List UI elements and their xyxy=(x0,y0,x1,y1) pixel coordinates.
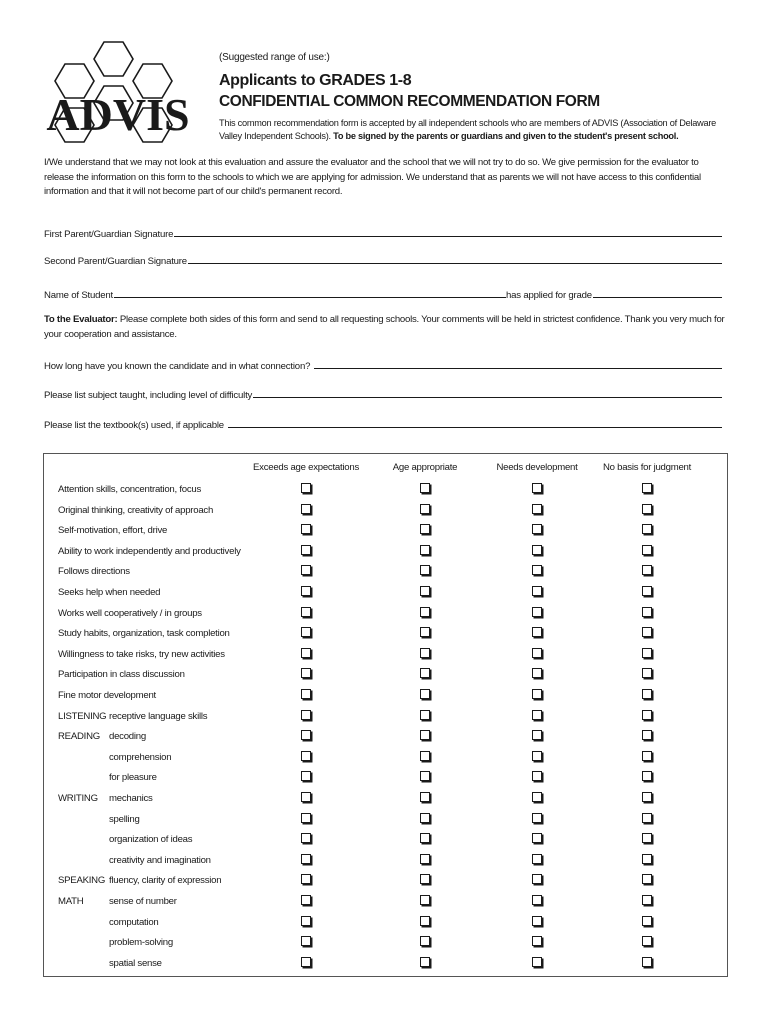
second-signature-field[interactable] xyxy=(188,253,722,264)
checkbox-needs-development[interactable] xyxy=(532,586,542,596)
checkbox-no-basis[interactable] xyxy=(642,895,652,905)
first-signature-line xyxy=(44,226,722,240)
checkbox-exceeds[interactable] xyxy=(301,957,311,967)
checkbox-needs-development[interactable] xyxy=(532,668,542,678)
checkbox-no-basis[interactable] xyxy=(642,792,652,802)
checkbox-needs-development[interactable] xyxy=(532,751,542,761)
row-category-label: Original thinking, creativity of approach xyxy=(58,504,214,516)
logo-text: ADVIS xyxy=(46,89,190,140)
checkbox-age-appropriate[interactable] xyxy=(420,957,430,967)
checkbox-no-basis[interactable] xyxy=(642,545,652,555)
row-category-label: Follows directions xyxy=(58,566,130,578)
checkbox-needs-development[interactable] xyxy=(532,771,542,781)
row-skill-label: computation xyxy=(109,916,159,928)
checkbox-age-appropriate[interactable] xyxy=(420,916,430,926)
rating-row xyxy=(0,646,770,666)
row-skill-label: mechanics xyxy=(109,793,153,804)
rating-row xyxy=(0,811,770,831)
subject-taught-label: Please list subject taught, including level of difficulty xyxy=(44,390,253,401)
second-signature-line xyxy=(44,253,722,267)
rating-row xyxy=(0,543,770,563)
checkbox-no-basis[interactable] xyxy=(642,854,652,864)
applied-grade-field[interactable] xyxy=(593,287,722,298)
checkbox-no-basis[interactable] xyxy=(642,874,652,884)
row-category-label: Fine motor development xyxy=(58,690,156,701)
row-category-label: Willingness to take risks, try new activities xyxy=(58,648,225,660)
checkbox-exceeds[interactable] xyxy=(301,833,311,843)
checkbox-exceeds[interactable] xyxy=(301,771,311,781)
form-title: Applicants to GRADES 1-8 xyxy=(219,72,412,89)
checkbox-age-appropriate[interactable] xyxy=(420,771,430,781)
checkbox-age-appropriate[interactable] xyxy=(420,751,430,761)
suggested-range: (Suggested range of use:) xyxy=(219,52,330,63)
parent-consent-text: I/We understand that we may not look at this evaluation and assure the evaluator and the school that we will not try to do so. We give permission for the evaluator to release the information on this form to the schools to which we are applying for admission. We understand that as parents we will not have access to this confidential information and that it will not become part of our child's permanent record. xyxy=(44,157,701,197)
rating-row xyxy=(0,852,770,872)
applied-grade-label: has applied for grade xyxy=(506,290,592,301)
form-subtitle: CONFIDENTIAL COMMON RECOMMENDATION FORM xyxy=(219,93,600,110)
checkbox-no-basis[interactable] xyxy=(642,524,652,534)
checkbox-no-basis[interactable] xyxy=(642,689,652,699)
student-name-line xyxy=(44,287,722,301)
checkbox-exceeds[interactable] xyxy=(301,792,311,802)
rating-row xyxy=(0,522,770,542)
checkbox-needs-development[interactable] xyxy=(532,710,542,720)
checkbox-exceeds[interactable] xyxy=(301,895,311,905)
checkbox-needs-development[interactable] xyxy=(532,730,542,740)
checkbox-no-basis[interactable] xyxy=(642,586,652,596)
checkbox-exceeds[interactable] xyxy=(301,524,311,534)
row-category-label: Seeks help when needed xyxy=(58,587,161,598)
rating-row xyxy=(0,666,770,686)
rating-row xyxy=(0,708,770,728)
checkbox-age-appropriate[interactable] xyxy=(420,710,430,720)
checkbox-exceeds[interactable] xyxy=(301,668,311,678)
checkbox-age-appropriate[interactable] xyxy=(420,833,430,843)
checkbox-exceeds[interactable] xyxy=(301,874,311,884)
row-category-label: Self-motivation, effort, drive xyxy=(58,525,168,537)
rating-row xyxy=(0,584,770,604)
checkbox-exceeds[interactable] xyxy=(301,854,311,864)
row-category-label: LISTENING xyxy=(58,710,107,722)
row-category-label: Attention skills, concentration, focus xyxy=(58,484,202,495)
checkbox-exceeds[interactable] xyxy=(301,648,311,658)
checkbox-age-appropriate[interactable] xyxy=(420,813,430,823)
row-category-label: Participation in class discussion xyxy=(58,669,185,681)
checkbox-exceeds[interactable] xyxy=(301,627,311,637)
checkbox-needs-development[interactable] xyxy=(532,813,542,823)
rating-row xyxy=(0,934,770,954)
checkbox-exceeds[interactable] xyxy=(301,545,311,555)
checkbox-exceeds[interactable] xyxy=(301,813,311,823)
rating-row xyxy=(0,605,770,625)
checkbox-needs-development[interactable] xyxy=(532,545,542,555)
column-header-age-appropriate: Age appropriate xyxy=(392,462,458,473)
checkbox-needs-development[interactable] xyxy=(532,607,542,617)
second-signature-label: Second Parent/Guardian Signature xyxy=(44,256,187,267)
row-skill-label: problem-solving xyxy=(109,937,173,949)
advis-hexagon-logo-icon xyxy=(44,34,194,154)
rating-row xyxy=(0,872,770,892)
checkbox-no-basis[interactable] xyxy=(642,504,652,514)
row-category-label: SPEAKING xyxy=(58,875,106,887)
first-signature-field[interactable] xyxy=(174,226,722,237)
form-note xyxy=(219,117,739,143)
checkbox-no-basis[interactable] xyxy=(642,668,652,678)
known-how-long-field[interactable] xyxy=(314,358,722,369)
checkbox-needs-development[interactable] xyxy=(532,524,542,534)
checkbox-no-basis[interactable] xyxy=(642,751,652,761)
checkbox-age-appropriate[interactable] xyxy=(420,627,430,637)
checkbox-needs-development[interactable] xyxy=(532,627,542,637)
textbooks-line xyxy=(44,417,722,431)
checkbox-needs-development[interactable] xyxy=(532,792,542,802)
textbooks-label: Please list the textbook(s) used, if applicable xyxy=(44,420,224,431)
known-how-long-label: How long have you known the candidate and in what connection? xyxy=(44,361,311,372)
first-signature-label: First Parent/Guardian Signature xyxy=(44,229,174,240)
checkbox-no-basis[interactable] xyxy=(642,936,652,946)
checkbox-no-basis[interactable] xyxy=(642,957,652,967)
row-skill-label: organization of ideas xyxy=(109,834,193,846)
checkbox-no-basis[interactable] xyxy=(642,771,652,781)
column-header-needs-development: Needs development xyxy=(496,462,578,473)
row-category-label: Ability to work independently and productively xyxy=(58,545,241,557)
rating-row xyxy=(0,481,770,501)
checkbox-age-appropriate[interactable] xyxy=(420,936,430,946)
row-category-label: WRITING xyxy=(58,793,98,804)
rating-row xyxy=(0,914,770,934)
row-skill-label: spelling xyxy=(109,813,140,825)
subject-taught-line xyxy=(44,387,722,401)
checkbox-needs-development[interactable] xyxy=(532,957,542,967)
row-skill-label: creativity and imagination xyxy=(109,854,211,866)
checkbox-needs-development[interactable] xyxy=(532,689,542,699)
rating-row xyxy=(0,625,770,645)
checkbox-no-basis[interactable] xyxy=(642,833,652,843)
checkbox-no-basis[interactable] xyxy=(642,916,652,926)
checkbox-exceeds[interactable] xyxy=(301,483,311,493)
note-bold-text: To be signed by the parents or guardians and given to the student's present school. xyxy=(333,131,679,141)
checkbox-exceeds[interactable] xyxy=(301,710,311,720)
row-category-label: READING xyxy=(58,731,100,743)
checkbox-needs-development[interactable] xyxy=(532,833,542,843)
checkbox-no-basis[interactable] xyxy=(642,710,652,720)
checkbox-age-appropriate[interactable] xyxy=(420,586,430,596)
column-header-exceeds: Exceeds age expectations xyxy=(252,462,360,473)
checkbox-needs-development[interactable] xyxy=(532,483,542,493)
rating-row xyxy=(0,687,770,707)
checkbox-exceeds[interactable] xyxy=(301,936,311,946)
rating-row xyxy=(0,769,770,789)
checkbox-age-appropriate[interactable] xyxy=(420,545,430,555)
row-category-label: MATH xyxy=(58,896,84,907)
row-skill-label: comprehension xyxy=(109,751,172,763)
checkbox-exceeds[interactable] xyxy=(301,730,311,740)
row-skill-label: spatial sense xyxy=(109,957,162,969)
checkbox-age-appropriate[interactable] xyxy=(420,607,430,617)
checkbox-exceeds[interactable] xyxy=(301,504,311,514)
rating-row xyxy=(0,563,770,583)
checkbox-no-basis[interactable] xyxy=(642,730,652,740)
checkbox-exceeds[interactable] xyxy=(301,751,311,761)
rating-row xyxy=(0,831,770,851)
checkbox-age-appropriate[interactable] xyxy=(420,483,430,493)
row-skill-label: receptive language skills xyxy=(109,710,208,722)
note-text: This common recommendation form is accepted by all independent schools who are members of ADVIS (Association of Delaware Valley Independent Schools). xyxy=(219,118,716,141)
checkbox-needs-development[interactable] xyxy=(532,895,542,905)
checkbox-age-appropriate[interactable] xyxy=(420,648,430,658)
checkbox-exceeds[interactable] xyxy=(301,586,311,596)
checkbox-age-appropriate[interactable] xyxy=(420,504,430,514)
row-category-label: Works well cooperatively / in groups xyxy=(58,607,202,619)
rating-row xyxy=(0,502,770,522)
checkbox-exceeds[interactable] xyxy=(301,607,311,617)
evaluator-text: Please complete both sides of this form and send to all requesting schools. Your comments will be held in strictest confidence. Thank you very much for your cooperation and assistance. xyxy=(44,314,725,340)
checkbox-age-appropriate[interactable] xyxy=(420,668,430,678)
checkbox-exceeds[interactable] xyxy=(301,916,311,926)
column-header-no-basis: No basis for judgment xyxy=(602,462,692,473)
form-header xyxy=(219,52,739,143)
rating-row xyxy=(0,728,770,748)
checkbox-needs-development[interactable] xyxy=(532,874,542,884)
rating-row xyxy=(0,955,770,975)
checkbox-exceeds[interactable] xyxy=(301,689,311,699)
evaluator-label: To the Evaluator: xyxy=(44,314,118,325)
checkbox-no-basis[interactable] xyxy=(642,648,652,658)
evaluator-instructions xyxy=(44,313,728,342)
checkbox-age-appropriate[interactable] xyxy=(420,524,430,534)
subject-taught-field[interactable] xyxy=(253,387,722,398)
row-skill-label: sense of number xyxy=(109,896,177,907)
student-name-label: Name of Student xyxy=(44,290,113,301)
rating-row xyxy=(0,790,770,810)
checkbox-no-basis[interactable] xyxy=(642,607,652,617)
checkbox-no-basis[interactable] xyxy=(642,813,652,823)
row-category-label: Study habits, organization, task completion xyxy=(58,628,230,640)
row-skill-label: fluency, clarity of expression xyxy=(109,875,222,887)
rating-row xyxy=(0,893,770,913)
checkbox-age-appropriate[interactable] xyxy=(420,565,430,575)
checkbox-needs-development[interactable] xyxy=(532,565,542,575)
checkbox-age-appropriate[interactable] xyxy=(420,854,430,864)
checkbox-no-basis[interactable] xyxy=(642,483,652,493)
student-name-field[interactable] xyxy=(114,287,506,298)
checkbox-age-appropriate[interactable] xyxy=(420,730,430,740)
rating-row xyxy=(0,749,770,769)
checkbox-needs-development[interactable] xyxy=(532,936,542,946)
row-skill-label: for pleasure xyxy=(109,772,157,784)
checkbox-age-appropriate[interactable] xyxy=(420,874,430,884)
textbooks-field[interactable] xyxy=(228,417,722,428)
checkbox-no-basis[interactable] xyxy=(642,565,652,575)
checkbox-age-appropriate[interactable] xyxy=(420,792,430,802)
checkbox-age-appropriate[interactable] xyxy=(420,689,430,699)
checkbox-needs-development[interactable] xyxy=(532,916,542,926)
checkbox-exceeds[interactable] xyxy=(301,565,311,575)
checkbox-no-basis[interactable] xyxy=(642,627,652,637)
checkbox-needs-development[interactable] xyxy=(532,504,542,514)
checkbox-needs-development[interactable] xyxy=(532,648,542,658)
checkbox-needs-development[interactable] xyxy=(532,854,542,864)
row-skill-label: decoding xyxy=(109,731,146,743)
checkbox-age-appropriate[interactable] xyxy=(420,895,430,905)
known-how-long-line xyxy=(44,358,722,372)
